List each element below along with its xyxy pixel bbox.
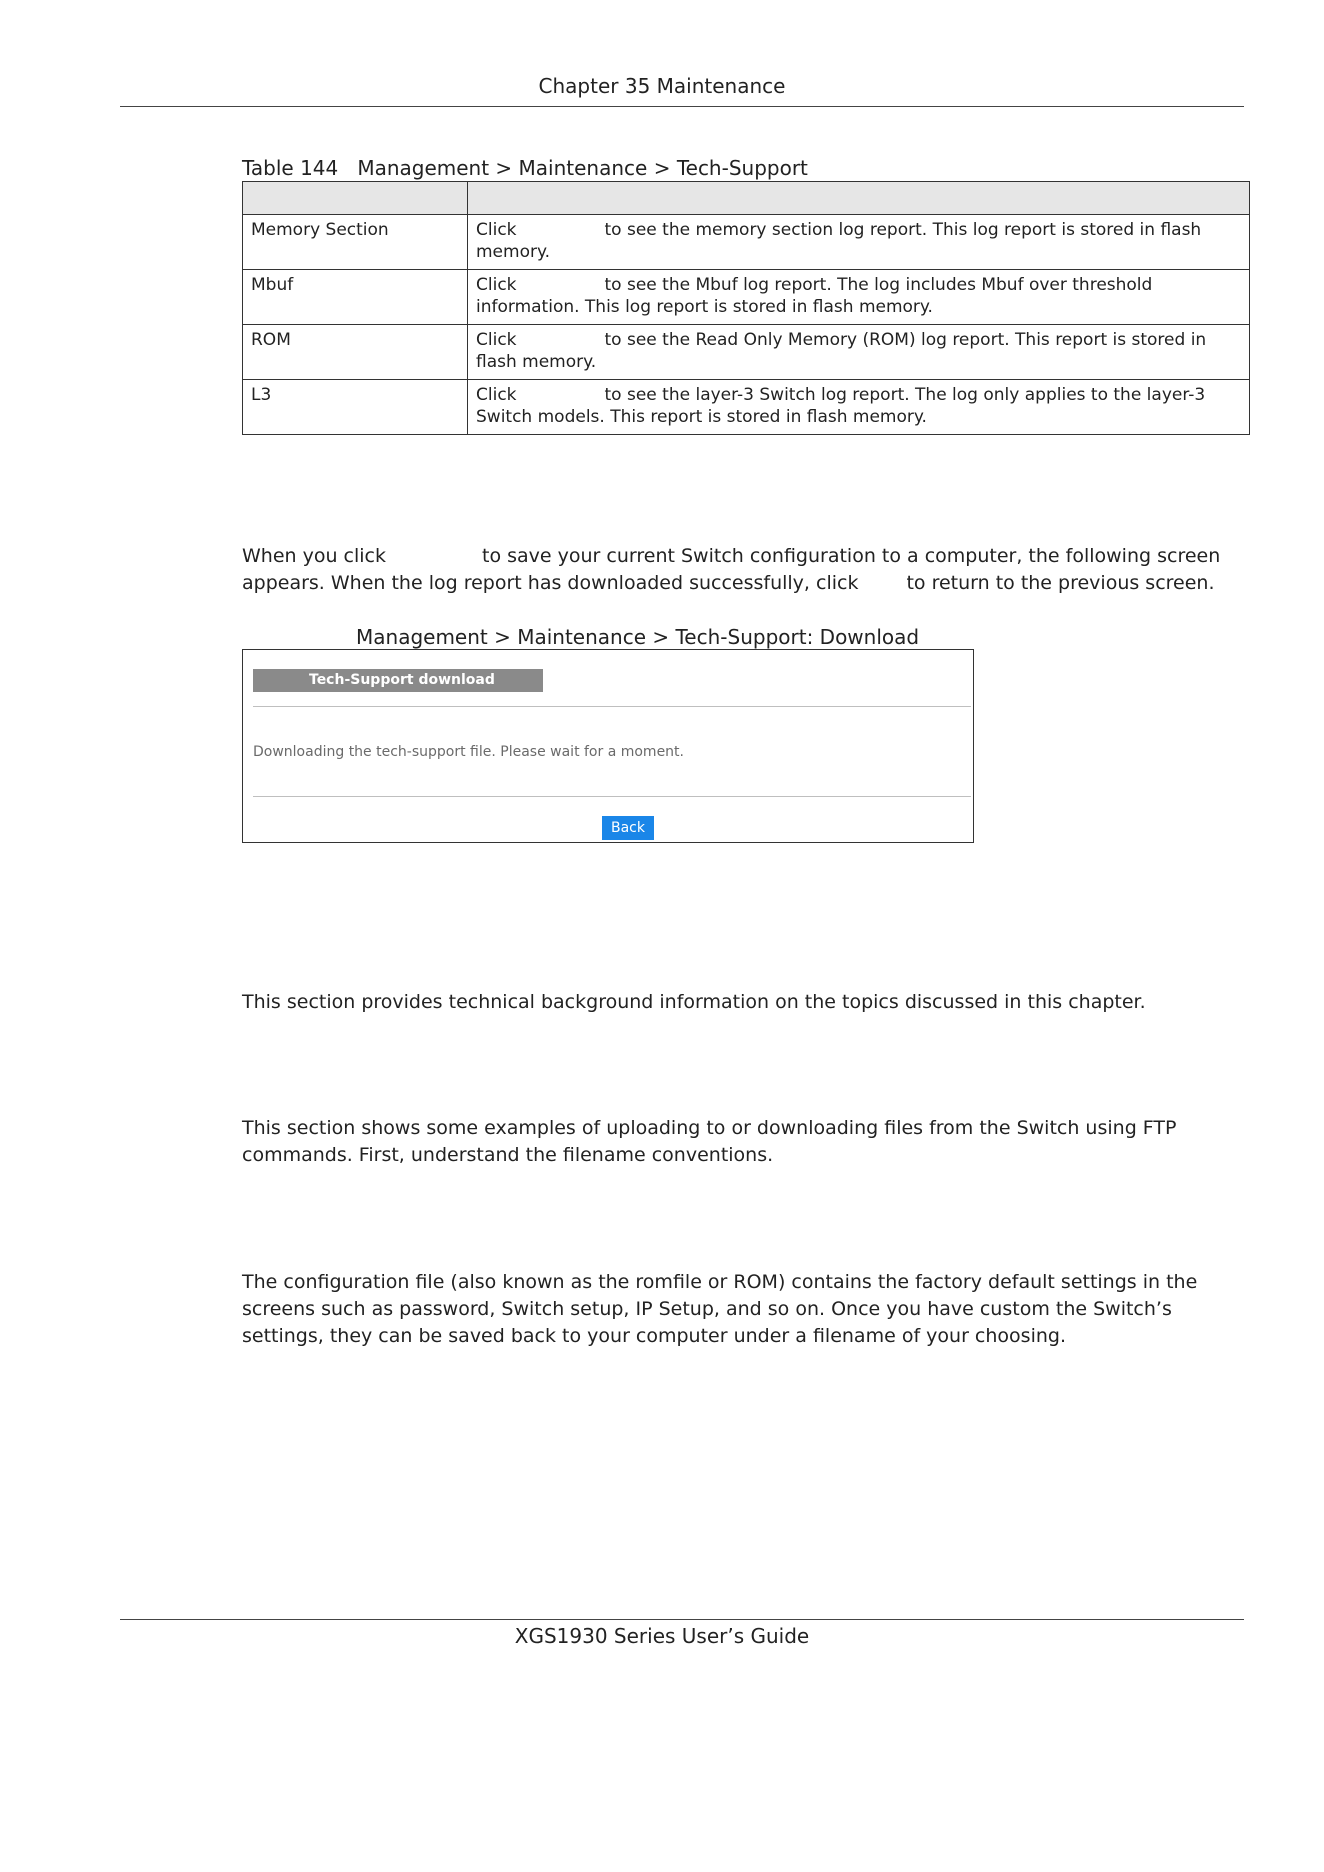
figure-caption: Management > Maintenance > Tech-Support: Download <box>356 625 920 649</box>
row-label: Mbuf <box>243 270 468 325</box>
row-description: Click to see the Read Only Memory (ROM) log report. This report is stored in flash memory. <box>468 325 1250 380</box>
guide-footer: XGS1930 Series User’s Guide <box>514 1624 810 1648</box>
row-description: Click to see the memory section log report. This log report is stored in flash memory. <box>468 215 1250 270</box>
technical-reference-paragraph: This section provides technical background information on the topics discussed in this chapter. <box>242 991 1146 1013</box>
table-caption: Table 144 Management > Maintenance > Tech-Support <box>242 156 808 180</box>
row-label: L3 <box>243 380 468 435</box>
row-label: Memory Section <box>243 215 468 270</box>
footer-divider <box>120 1619 1244 1620</box>
download-message: Downloading the tech-support file. Please wait for a moment. <box>253 744 684 760</box>
panel-divider <box>253 796 971 797</box>
chapter-header: Chapter 35 Maintenance <box>538 74 786 98</box>
table-header-description <box>468 182 1250 215</box>
table-header-row <box>243 182 1250 215</box>
header-divider <box>120 106 1244 107</box>
configuration-file-paragraph: The configuration file (also known as the romfile or ROM) contains the factory default settings in the screens such as password, Switch setup, IP Setup, and so on. Once you have custom the Switch’s settings, they can be saved back to your computer under a filename of your choosing. <box>242 1271 1198 1347</box>
download-screen <box>242 649 974 843</box>
row-description: Click to see the layer-3 Switch log report. The log only applies to the layer-3 Switch models. This report is stored in flash memory. <box>468 380 1250 435</box>
table-row <box>243 215 1250 270</box>
row-description: Click to see the Mbuf log report. The log includes Mbuf over threshold information. This log report is stored in flash memory. <box>468 270 1250 325</box>
panel-title: Tech-Support download <box>309 672 495 688</box>
ftp-examples-paragraph: This section shows some examples of uploading to or downloading files from the Switch using FTP commands. First, understand the filename conventions. <box>242 1117 1177 1166</box>
panel-divider <box>253 706 971 707</box>
table-header-label <box>243 182 468 215</box>
table-row <box>243 380 1250 435</box>
panel-title-bar <box>253 669 543 692</box>
table-row <box>243 270 1250 325</box>
back-button[interactable]: Back <box>602 816 654 840</box>
tech-support-table <box>242 181 1250 435</box>
row-label: ROM <box>243 325 468 380</box>
table-row <box>243 325 1250 380</box>
intro-paragraph: When you click to save your current Switch configuration to a computer, the following screen appears. When the log report has downloaded successfully, click to return to the previous screen. <box>242 545 1221 594</box>
